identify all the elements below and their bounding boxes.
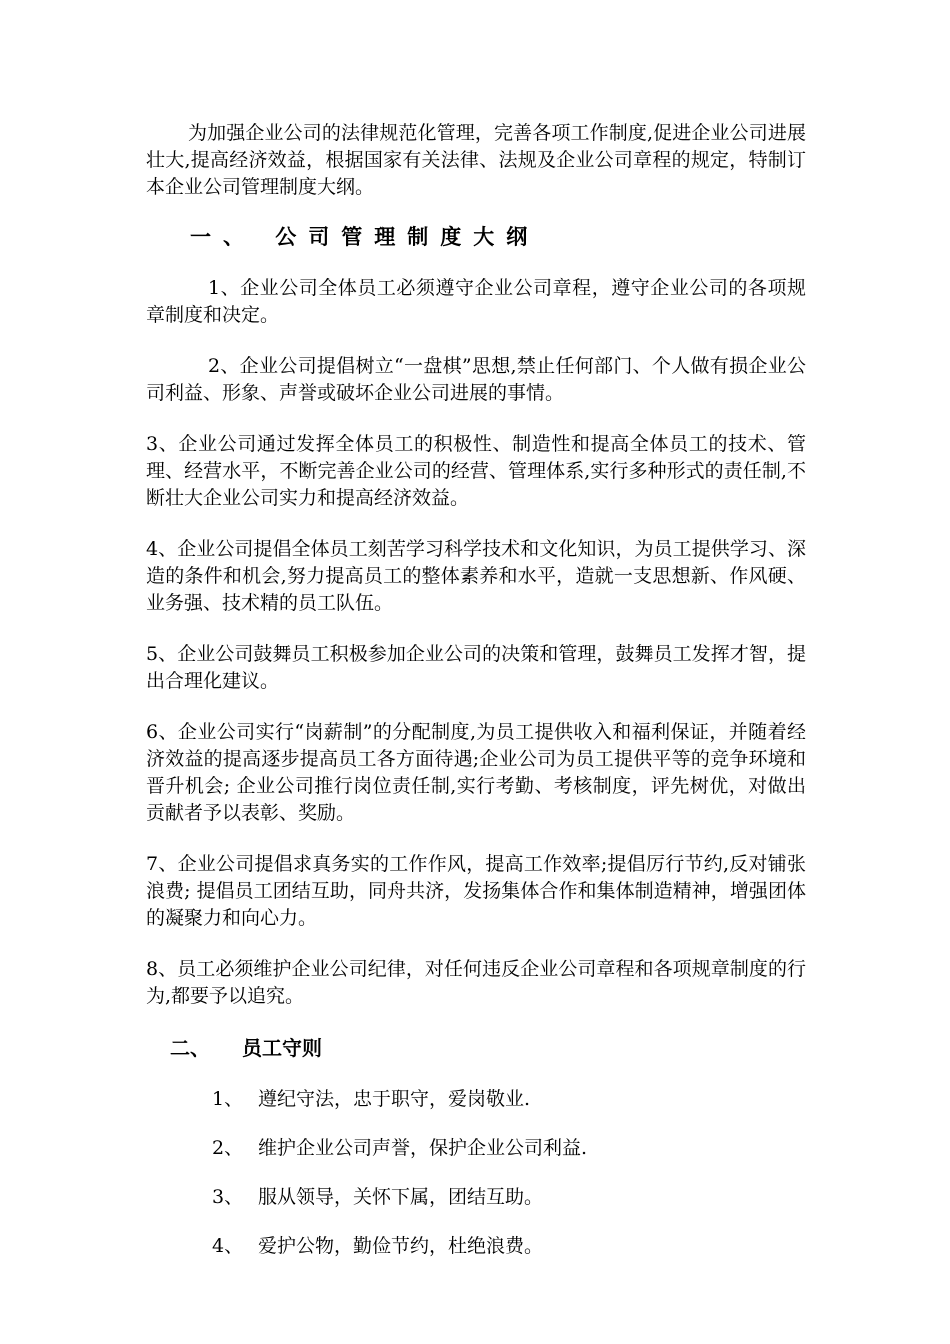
list-item-number: 1、 [212,1088,244,1110]
list-item-number: 3、 [212,1186,244,1208]
list-item-number: 4、 [212,1235,244,1257]
section1-item-5: 5、企业公司鼓舞员工积极参加企业公司的决策和管理，鼓舞员工发挥才智，提出合理化建议。 [146,643,806,692]
section1-item-7: 7、企业公司提倡求真务实的工作作风，提高工作效率;提倡厉行节约,反对铺张浪费; 提倡员工团结互助，同舟共济，发扬集体合作和集体制造精神，增强团体的凝聚力和向心力。 [146,853,806,929]
list-item [212,1135,806,1162]
section1-item-2: 2、企业公司提倡树立“一盘棋”思想,禁止任何部门、个人做有损企业公司利益、形象、声誉或破坏企业公司进展的事情。 [146,355,806,404]
section1-item-6: 6、企业公司实行“岗薪制”的分配制度,为员工提供收入和福利保证，并随着经济效益的提高逐步提高员工各方面待遇;企业公司为员工提供平等的竞争环境和晋升机会; 企业公司推行岗位责任制,实行考勤、考核制度，评先树优，对做出贡献者予以表彰、奖励。 [146,721,806,824]
section2-title: 员工守则 [242,1036,322,1060]
section1-heading: 一、 公司管理制度大纲 [190,225,540,249]
list-item-text: 爱护公物，勤俭节约，杜绝浪费。 [258,1235,544,1257]
section1-item-4: 4、企业公司提倡全体员工刻苦学习科学技术和文化知识，为员工提供学习、深造的条件和机会,努力提高员工的整体素养和水平，造就一支思想新、作风硬、业务强、技术精的员工队伍。 [146,538,806,614]
list-item-text: 维护企业公司声誉，保护企业公司利益. [258,1137,588,1159]
section2-number: 二、 [170,1036,210,1060]
list-item [212,1086,806,1113]
list-item-text: 遵纪守法，忠于职守，爱岗敬业. [258,1088,531,1110]
list-item [212,1184,806,1211]
intro-paragraph: 为加强企业公司的法律规范化管理，完善各项工作制度,促进企业公司进展壮大,提高经济效益，根据国家有关法律、法规及企业公司章程的规定，特制订本企业公司管理制度大纲。 [146,122,806,198]
section1-item-3: 3、企业公司通过发挥全体员工的积极性、制造性和提高全体员工的技术、管理、经营水平，不断完善企业公司的经营、管理体系,实行多种形式的责任制,不断壮大企业公司实力和提高经济效益。 [146,433,806,509]
section1-item-1: 1、企业公司全体员工必须遵守企业公司章程，遵守企业公司的各项规章制度和决定。 [146,277,806,326]
document-page [146,120,806,1282]
list-item-text: 服从领导，关怀下属，团结互助。 [258,1186,544,1208]
rules-list [146,1086,806,1260]
list-item-number: 2、 [212,1137,244,1159]
section1-item-8: 8、员工必须维护企业公司纪律，对任何违反企业公司章程和各项规章制度的行为,都要予以追究。 [146,958,806,1007]
section2-heading [170,1034,806,1062]
list-item [212,1233,806,1260]
